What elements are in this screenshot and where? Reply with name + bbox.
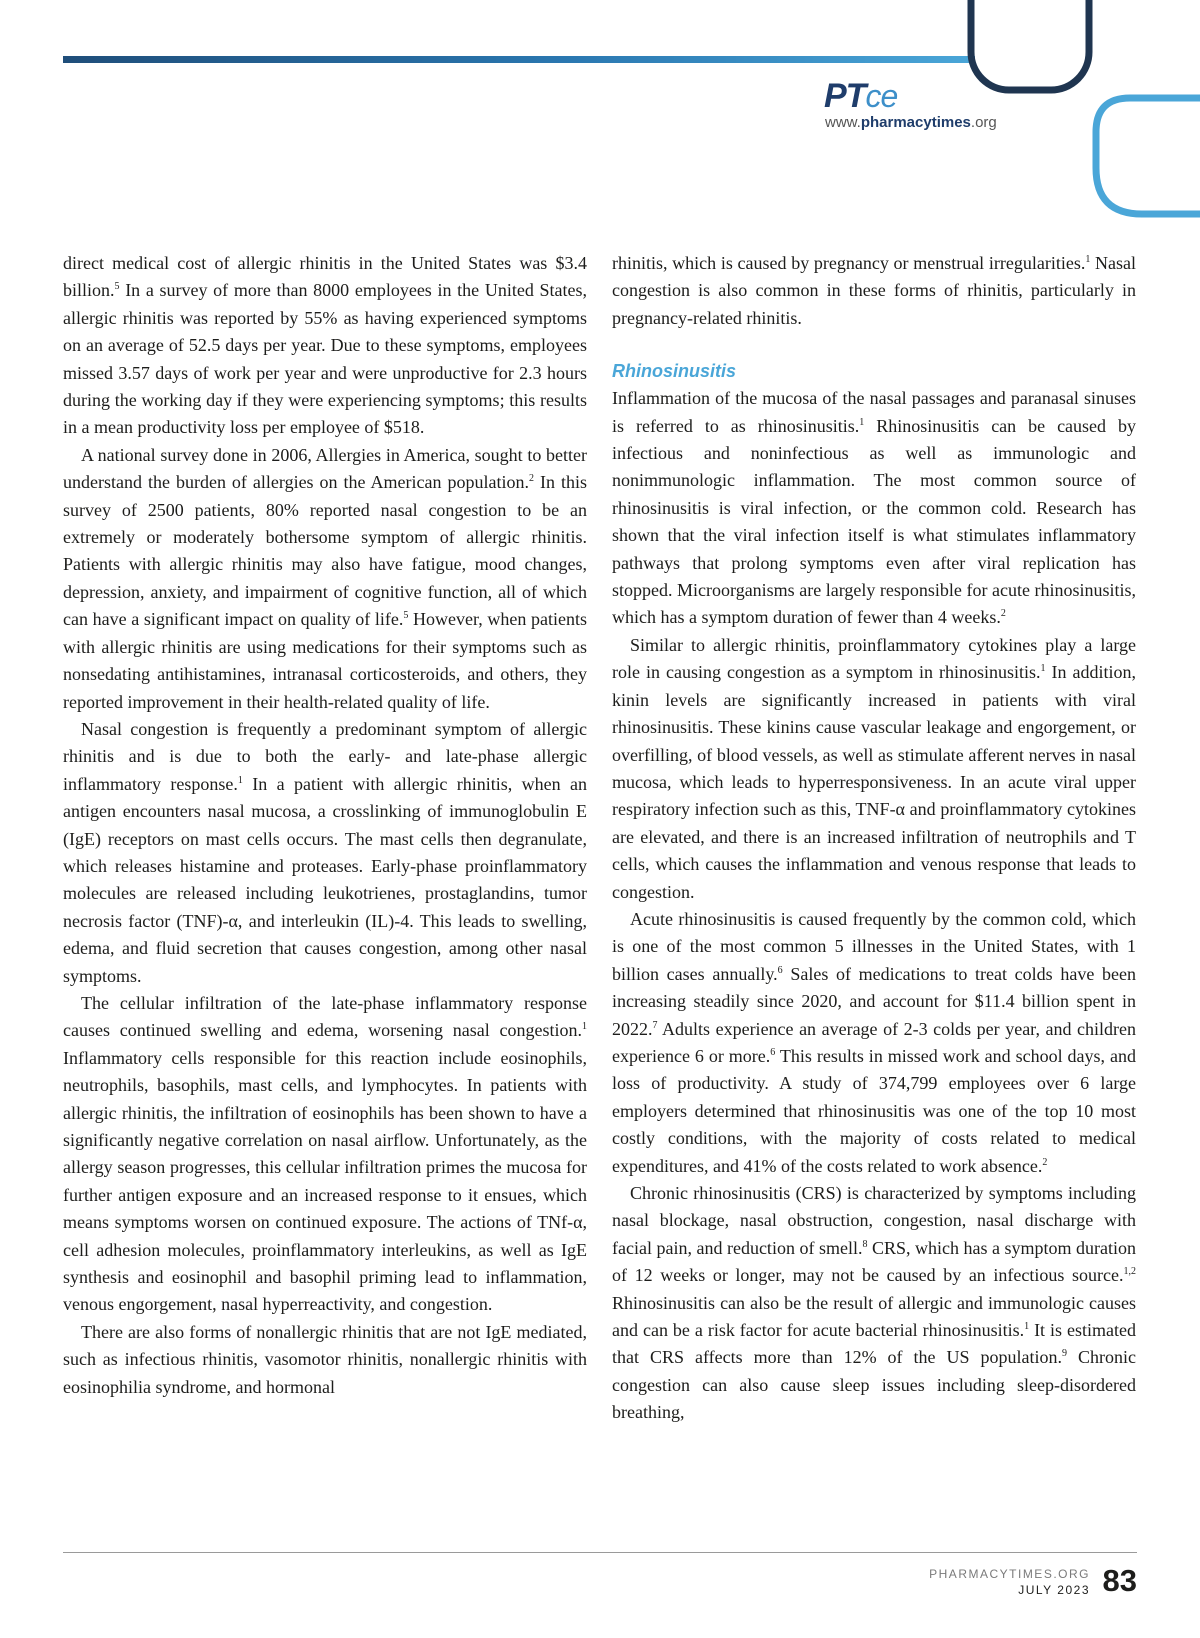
left-paragraph-2 bbox=[63, 442, 587, 716]
citation: 6 bbox=[770, 1046, 776, 1058]
text-run: In a survey of more than 8000 employees in the United States, allergic rhinitis was reported by 55% as having experienced symptoms on an average of 52.5 days per year. Due to these symptoms, employees missed 3.57 days of work per year and were unproductive for 2.3 hours during the working day if they were experiencing symptoms; this results in a mean productivity loss per employee of $518. bbox=[63, 280, 587, 438]
text-run: In a patient with allergic rhinitis, when an antigen encounters nasal mucosa, a crosslinking of immunoglobulin E (IgE) receptors on mast cells occurs. The mast cells then degranulate, which releases histamine and proteases. Early-phase proinflammatory molecules are released including leukotrienes, prostaglandins, tumor necrosis factor (TNF)-α, and interleukin (IL)-4. This leads to swelling, edema, and fluid secretion that causes congestion, among other nasal symptoms. bbox=[63, 773, 587, 986]
citation: 5 bbox=[403, 610, 409, 622]
citation: 2 bbox=[529, 473, 534, 485]
citation: 1,2 bbox=[1123, 1266, 1136, 1278]
citation: 1 bbox=[582, 1021, 587, 1033]
text-run: Nasal congestion is frequently a predominant symptom of allergic rhinitis and is due to both the early- and late-phase allergic inflammatory response. bbox=[63, 718, 587, 794]
logo-pt: PT bbox=[824, 77, 866, 115]
text-run: This results in missed work and school days, and loss of productivity. A study of 374,799 employees over 6 large employers determined that rhinosinusitis was one of the top 10 most costly conditions, with the majority of costs related to medical expenditures, and 41% of the costs related to work absence. bbox=[612, 1045, 1136, 1176]
left-paragraph-3 bbox=[63, 716, 587, 990]
citation: 1 bbox=[1040, 663, 1046, 675]
logo-ce: ce bbox=[865, 78, 898, 114]
text-run: However, when patients with allergic rhinitis are using medications for their symptoms such as nonsedating antihistamines, intranasal corticosteroids, and others, they reported improvement in their health-related quality of life. bbox=[63, 609, 587, 712]
text-run: It is estimated that CRS affects more than 12% of the US population. bbox=[612, 1320, 1136, 1368]
citation: 2 bbox=[1042, 1156, 1048, 1168]
text-run: There are also forms of nonallergic rhinitis that are not IgE mediated, such as infectious rhinitis, vasomotor rhinitis, nonallergic rhinitis with eosinophilia syndrome, and hormonal bbox=[63, 1321, 587, 1397]
citation: 1 bbox=[859, 416, 865, 428]
citation: 1 bbox=[1024, 1321, 1030, 1333]
text-run: Nasal congestion is also common in these forms of rhinitis, particularly in pregnancy-related rhinitis. bbox=[612, 253, 1136, 328]
text-run: In addition, kinin levels are significantly increased in patients with viral rhinosinusitis. These kinins cause vascular leakage and engorgement, or overfilling, of blood vessels, as well as stimulate afferent nerves in nasal mucosa, which leads to hyperresponsiveness. In an acute viral upper respiratory infection such as this, TNF-α and proinflammatory cytokines are elevated, and there is an increased infiltration of neutrophils and T cells, which causes the inflammation and venous response that leads to congestion. bbox=[612, 662, 1136, 902]
footer-date: JULY 2023 bbox=[1018, 1583, 1090, 1597]
ptce-logo bbox=[824, 76, 1034, 136]
logo-url-suffix: .org bbox=[970, 114, 997, 131]
text-run: Chronic rhinosinusitis (CRS) is characterized by symptoms including nasal blockage, nasal obstruction, congestion, nasal discharge with facial pain, and reduction of smell. bbox=[612, 1183, 1136, 1258]
footer-site: PHARMACYTIMES.ORG bbox=[929, 1567, 1090, 1581]
citation: 7 bbox=[652, 1019, 658, 1031]
citation: 1 bbox=[237, 774, 243, 786]
citation: 5 bbox=[114, 281, 120, 293]
logo-url-prefix: www. bbox=[825, 114, 861, 131]
section-subheading: Rhinosinusitis bbox=[612, 361, 737, 382]
text-run: rhinitis, which is caused by pregnancy or menstrual irregularities. bbox=[612, 253, 1086, 273]
text-run: Inflammatory cells responsible for this reaction include eosinophils, neutrophils, basophils, mast cells, and lymphocytes. In patients with allergic rhinitis, the infiltration of eosinophils has been shown to have a significantly negative correlation on nasal airflow. Unfortunately, as the allergy season progresses, this cellular infiltration primes the mucosa for further antigen exposure and an increased response to it ensues, which means symptoms worsen on continued exposure. The actions of TNf-α, cell adhesion molecules, proinflammatory interleukins, as well as IgE synthesis and eosinophil and basophil priming lead to inflammation, venous engorgement, nasal hyperreactivity, and congestion. bbox=[63, 1047, 587, 1315]
page-number: 83 bbox=[1102, 1563, 1137, 1598]
citation: 6 bbox=[777, 964, 783, 976]
footer-rule bbox=[63, 1552, 1137, 1553]
left-paragraph-4 bbox=[63, 990, 587, 1319]
right-paragraph-3 bbox=[612, 632, 1136, 906]
right-paragraph-5 bbox=[612, 1180, 1136, 1427]
left-paragraph-5 bbox=[63, 1319, 587, 1401]
citation: 2 bbox=[1000, 608, 1006, 620]
left-paragraph-1 bbox=[63, 250, 587, 442]
text-run: A national survey done in 2006, Allergies in America, sought to better understand the burden of allergies on the American population. bbox=[63, 444, 587, 493]
text-run: Inflammation of the mucosa of the nasal passages and paranasal sinuses is referred to as rhinosinusitis. bbox=[612, 388, 1136, 436]
citation: 8 bbox=[862, 1238, 868, 1250]
text-run: CRS, which has a symptom duration of 12 weeks or longer, may not be caused by an infectious source. bbox=[612, 1237, 1136, 1286]
logo-wordmark bbox=[824, 76, 897, 116]
right-paragraph-1 bbox=[612, 250, 1136, 332]
logo-url bbox=[825, 114, 997, 131]
text-run: Sales of medications to treat colds have been increasing steadily since 2020, and account for $11.4 billion spent in 2022. bbox=[612, 963, 1136, 1039]
text-run: Chronic congestion can also cause sleep issues including sleep-disordered breathing, bbox=[612, 1347, 1136, 1423]
text-run: direct medical cost of allergic rhinitis in the United States was $3.4 billion. bbox=[63, 253, 587, 301]
text-run: Adults experience an average of 2-3 colds per year, and children experience 6 or more. bbox=[612, 1018, 1136, 1066]
left-column bbox=[63, 250, 587, 1401]
text-run: The cellular infiltration of the late-phase inflammatory response causes continued swelling and edema, worsening nasal congestion. bbox=[63, 992, 587, 1041]
text-run: Similar to allergic rhinitis, proinflammatory cytokines play a large role in causing congestion as a symptom in rhinosinusitis. bbox=[612, 634, 1136, 683]
right-column bbox=[612, 250, 1136, 1427]
right-paragraph-2 bbox=[612, 385, 1136, 632]
text-run: In this survey of 2500 patients, 80% reported nasal congestion to be an extremely or moderately bothersome symptom of allergic rhinitis. Patients with allergic rhinitis may also have fatigue, mood changes, depression, anxiety, and impairment of cognitive function, all of which can have a significant impact on quality of life. bbox=[63, 472, 587, 630]
citation: 9 bbox=[1062, 1348, 1068, 1360]
right-paragraph-4 bbox=[612, 906, 1136, 1180]
deco-blue-frame bbox=[1096, 98, 1200, 214]
text-run: Acute rhinosinusitis is caused frequently by the common cold, which is one of the most common 5 illnesses in the United States, with 1 billion cases annually. bbox=[612, 908, 1136, 984]
logo-url-domain: pharmacytimes bbox=[860, 114, 971, 131]
text-run: Rhinosinusitis can be caused by infectious and noninfectious as well as immunologic and nonimmunologic inflammation. The most common source of rhinosinusitis is viral infection, or the common cold. Research has shown that the viral infection itself is what stimulates inflammatory pathways that prolong symptoms even after viral replication has stopped. Microorganisms are largely responsible for acute rhinosinusitis, which has a symptom duration of fewer than 4 weeks. bbox=[612, 415, 1136, 628]
citation: 1 bbox=[1085, 254, 1091, 265]
text-run: Rhinosinusitis can also be the result of allergic and immunologic causes and can be a risk factor for acute bacterial rhinosinusitis. bbox=[612, 1292, 1136, 1341]
